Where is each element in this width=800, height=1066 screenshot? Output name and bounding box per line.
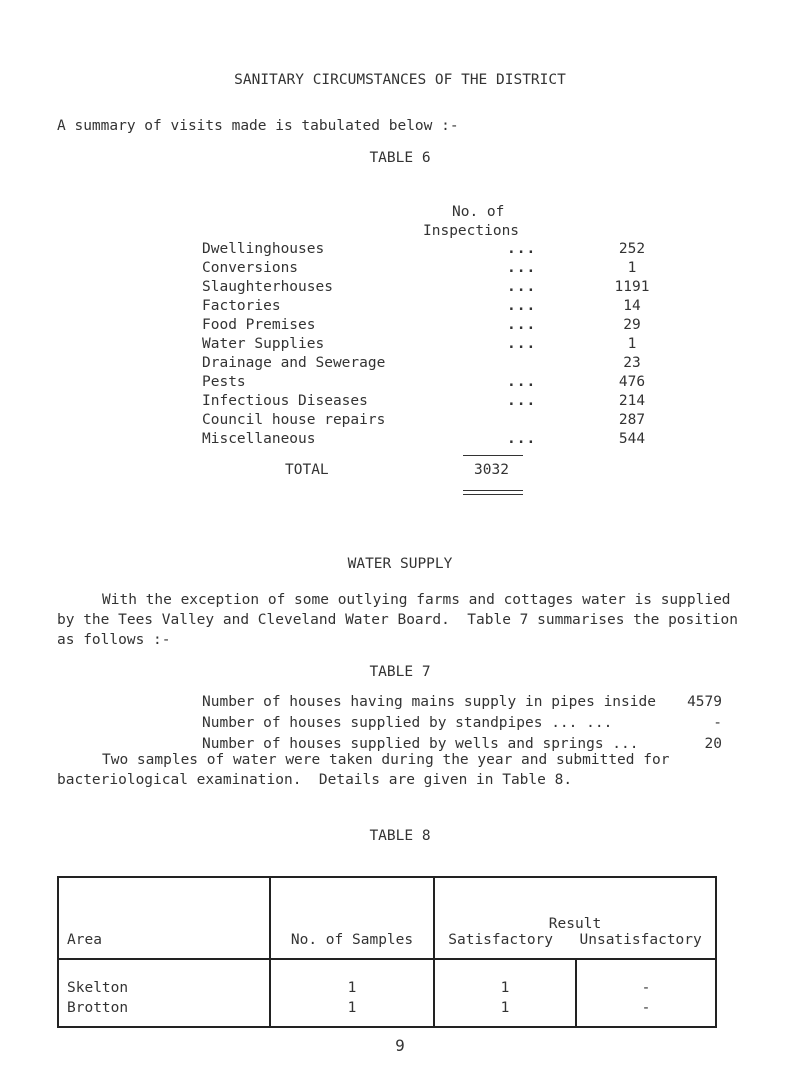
table6-row-value: 214 — [618, 393, 646, 409]
table6-row-value: 1 — [627, 336, 637, 352]
table8-title: TABLE 8 — [369, 828, 431, 844]
table6-row-dots: ... — [507, 393, 537, 409]
table6-row-value: 1 — [627, 260, 637, 276]
table8-row-satisfactory: 1 — [500, 1000, 510, 1016]
table8 — [57, 876, 717, 1028]
table6-row-label: Miscellaneous — [202, 431, 316, 447]
table6-row-label: Pests — [202, 374, 246, 390]
table7-row-label: Number of houses having mains supply in pipes inside — [202, 694, 656, 710]
table6-row-label: Food Premises — [202, 317, 316, 333]
table6-row-value: 287 — [618, 412, 646, 428]
table8-header-samples: No. of Samples — [290, 932, 414, 948]
water-para-line2: by the Tees Valley and Cleveland Water Board. Table 7 summarises the position — [57, 612, 738, 628]
table6-row — [202, 317, 641, 336]
table8-header-area-cell — [58, 877, 270, 959]
table6-row-dots: ... — [507, 260, 537, 276]
table8-row-unsatisfactory: - — [641, 980, 651, 996]
table8-header-result: Result — [548, 916, 602, 932]
table6-col-header-2: Inspections — [423, 223, 520, 239]
table6-row-dots: ... — [507, 336, 537, 352]
samples-line1: Two samples of water were taken during the year and submitted for — [102, 752, 670, 768]
table6-row — [202, 260, 637, 279]
table8-samples-cell — [270, 959, 434, 1027]
table6-row-label: Dwellinghouses — [202, 241, 325, 257]
table6-row — [202, 298, 641, 317]
table8-unsatisfactory-cell — [576, 959, 716, 1027]
table8-header-satisfactory: Satisfactory — [448, 932, 554, 948]
table6-total-rule-1 — [463, 490, 523, 491]
table6-row — [202, 431, 646, 450]
table6-row — [202, 374, 646, 393]
table6-row-value: 1191 — [614, 279, 650, 295]
table7-row-value: 20 — [704, 736, 722, 752]
water-supply-heading: WATER SUPPLY — [347, 556, 453, 572]
table8-row-samples: 1 — [347, 980, 357, 996]
table8-satisfactory-cell — [434, 959, 576, 1027]
table6-row-label: Conversions — [202, 260, 299, 276]
table6-row-dots: ... — [507, 317, 537, 333]
table6-row — [202, 336, 637, 355]
table6-row-value: 23 — [623, 355, 641, 371]
table6-total-value: 3032 — [474, 462, 509, 478]
table6-row — [202, 279, 650, 298]
table8-header-result-cell — [434, 877, 716, 959]
table6-row-dots: ... — [507, 279, 537, 295]
table6-row-label: Drainage and Sewerage — [202, 355, 386, 371]
table6-row — [202, 355, 641, 374]
table6-row — [202, 393, 646, 412]
table8-header-area: Area — [67, 932, 102, 948]
table7-row-value: 4579 — [687, 694, 722, 710]
table8-header-unsatisfactory: Unsatisfactory — [579, 932, 702, 948]
table7-row — [202, 694, 722, 714]
intro-text: A summary of visits made is tabulated below :- — [57, 118, 459, 134]
table6-total-label: TOTAL — [285, 462, 329, 478]
table6-row-label: Council house repairs — [202, 412, 386, 428]
table6-row-dots: ... — [507, 374, 537, 390]
table6-subtotal-rule — [463, 455, 523, 456]
table8-row-area: Skelton — [67, 980, 129, 996]
table6-row-label: Infectious Diseases — [202, 393, 368, 409]
page-heading: SANITARY CIRCUMSTANCES OF THE DISTRICT — [234, 72, 566, 88]
table8-area-cell — [58, 959, 270, 1027]
table7-row-label: Number of houses supplied by wells and springs ... — [202, 736, 639, 752]
table6-row-value: 29 — [623, 317, 641, 333]
samples-line2: bacteriological examination. Details are given in Table 8. — [57, 772, 573, 788]
table6-row-label: Water Supplies — [202, 336, 325, 352]
table6-row — [202, 241, 646, 260]
table6-col-header-1: No. of — [452, 204, 505, 220]
water-para-line1: With the exception of some outlying farms and cottages water is supplied — [102, 592, 731, 608]
table8-row-area: Brotton — [67, 1000, 129, 1016]
page-number: 9 — [395, 1036, 405, 1055]
table8-row-satisfactory: 1 — [500, 980, 510, 996]
table8-row-samples: 1 — [347, 1000, 357, 1016]
table6-row-value: 544 — [618, 431, 646, 447]
table8-header-samples-cell — [270, 877, 434, 959]
table6-row-dots: ... — [507, 298, 537, 314]
table7-title: TABLE 7 — [369, 664, 431, 680]
table6-total-rule-2 — [463, 494, 523, 495]
table6-row-dots: ... — [507, 431, 537, 447]
water-para-line3: as follows :- — [57, 632, 171, 648]
table7-row-label: Number of houses supplied by standpipes ... ... — [202, 715, 613, 731]
table7-row — [202, 715, 722, 735]
table6-row-dots: ... — [507, 241, 537, 257]
table8-row-unsatisfactory: - — [641, 1000, 651, 1016]
table6-row-value: 476 — [618, 374, 646, 390]
table6-row — [202, 412, 646, 431]
table7-row-value: - — [713, 715, 722, 731]
table6-row-label: Factories — [202, 298, 281, 314]
table6-row-value: 252 — [618, 241, 646, 257]
table6-row-label: Slaughterhouses — [202, 279, 333, 295]
table6-row-value: 14 — [623, 298, 641, 314]
table6-title: TABLE 6 — [369, 150, 431, 166]
